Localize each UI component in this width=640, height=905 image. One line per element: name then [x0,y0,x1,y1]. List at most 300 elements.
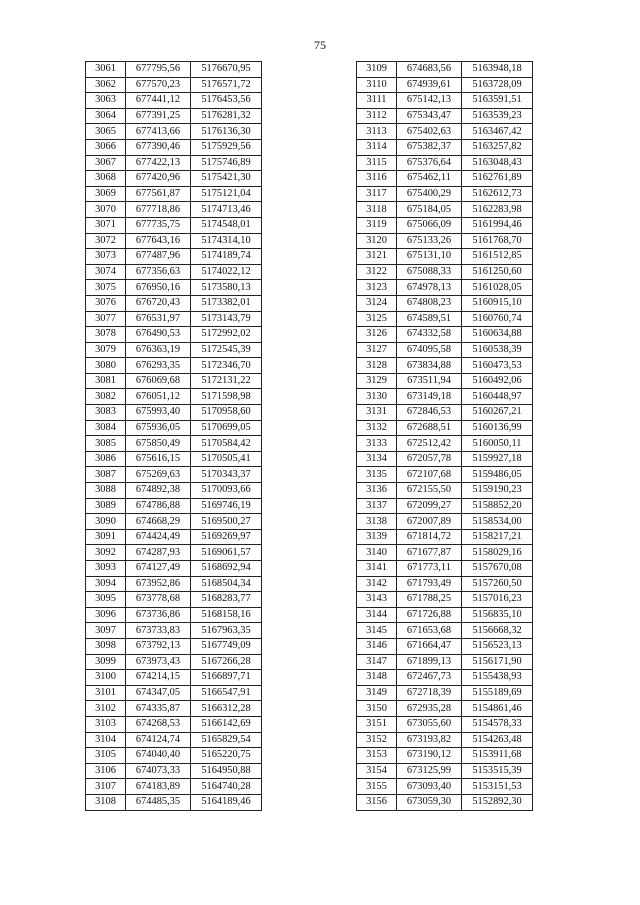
y-coordinate-cell: 5156835,10 [462,607,533,623]
y-coordinate-cell: 5161512,85 [462,249,533,265]
x-coordinate-cell: 672718,39 [397,685,462,701]
y-coordinate-cell: 5157670,08 [462,561,533,577]
y-coordinate-cell: 5172545,39 [191,342,262,358]
x-coordinate-cell: 675142,13 [397,93,462,109]
table-row [357,77,533,93]
point-number-cell: 3085 [86,436,126,452]
table-row [86,436,262,452]
y-coordinate-cell: 5170505,41 [191,451,262,467]
table-row [357,638,533,654]
x-coordinate-cell: 675269,63 [126,467,191,483]
table-row [357,358,533,374]
point-number-cell: 3068 [86,171,126,187]
table-row [86,607,262,623]
x-coordinate-cell: 676069,68 [126,373,191,389]
x-coordinate-cell: 675850,49 [126,436,191,452]
table-row [357,483,533,499]
x-coordinate-cell: 673778,68 [126,592,191,608]
table-row [357,763,533,779]
table-row [357,498,533,514]
table-row [86,763,262,779]
table-row [86,685,262,701]
point-number-cell: 3072 [86,233,126,249]
table-row [357,295,533,311]
y-coordinate-cell: 5174314,10 [191,233,262,249]
x-coordinate-cell: 675184,05 [397,202,462,218]
point-number-cell: 3083 [86,405,126,421]
table-row [86,592,262,608]
x-coordinate-cell: 671664,47 [397,638,462,654]
table-row [86,405,262,421]
x-coordinate-cell: 675936,05 [126,420,191,436]
x-coordinate-cell: 675993,40 [126,405,191,421]
x-coordinate-cell: 672935,28 [397,701,462,717]
y-coordinate-cell: 5163539,23 [462,108,533,124]
point-number-cell: 3088 [86,483,126,499]
point-number-cell: 3078 [86,327,126,343]
point-number-cell: 3105 [86,748,126,764]
table-row [86,389,262,405]
y-coordinate-cell: 5166547,91 [191,685,262,701]
x-coordinate-cell: 671814,72 [397,529,462,545]
y-coordinate-cell: 5167749,09 [191,638,262,654]
x-coordinate-cell: 673792,13 [126,638,191,654]
table-row [86,77,262,93]
y-coordinate-cell: 5169500,27 [191,514,262,530]
point-number-cell: 3106 [86,763,126,779]
point-number-cell: 3108 [86,794,126,810]
x-coordinate-cell: 677356,63 [126,264,191,280]
x-coordinate-cell: 671773,11 [397,561,462,577]
y-coordinate-cell: 5174548,01 [191,217,262,233]
y-coordinate-cell: 5175421,30 [191,171,262,187]
x-coordinate-cell: 677391,25 [126,108,191,124]
table-row [357,389,533,405]
x-coordinate-cell: 675131,10 [397,249,462,265]
y-coordinate-cell: 5158852,20 [462,498,533,514]
table-row [86,561,262,577]
x-coordinate-cell: 673973,43 [126,654,191,670]
y-coordinate-cell: 5156171,90 [462,654,533,670]
point-number-cell: 3145 [357,623,397,639]
point-number-cell: 3112 [357,108,397,124]
x-coordinate-cell: 677643,16 [126,233,191,249]
y-coordinate-cell: 5171598,98 [191,389,262,405]
y-coordinate-cell: 5153911,68 [462,748,533,764]
coordinates-table-left [85,61,262,811]
table-row [357,171,533,187]
point-number-cell: 3125 [357,311,397,327]
y-coordinate-cell: 5174713,46 [191,202,262,218]
y-coordinate-cell: 5158534,00 [462,514,533,530]
x-coordinate-cell: 676051,12 [126,389,191,405]
table-row [357,576,533,592]
y-coordinate-cell: 5159486,05 [462,467,533,483]
x-coordinate-cell: 676531,97 [126,311,191,327]
point-number-cell: 3134 [357,451,397,467]
y-coordinate-cell: 5173143,79 [191,311,262,327]
table-row [86,670,262,686]
y-coordinate-cell: 5160050,11 [462,436,533,452]
point-number-cell: 3104 [86,732,126,748]
table-row [357,794,533,810]
table-row [86,249,262,265]
point-number-cell: 3097 [86,623,126,639]
x-coordinate-cell: 674683,56 [397,62,462,78]
table-row [86,124,262,140]
point-number-cell: 3155 [357,779,397,795]
point-number-cell: 3128 [357,358,397,374]
x-coordinate-cell: 677735,75 [126,217,191,233]
x-coordinate-cell: 675462,11 [397,171,462,187]
y-coordinate-cell: 5162761,89 [462,171,533,187]
table-row [86,514,262,530]
table-row [86,732,262,748]
x-coordinate-cell: 677420,96 [126,171,191,187]
point-number-cell: 3131 [357,405,397,421]
x-coordinate-cell: 677561,87 [126,186,191,202]
table-row [86,576,262,592]
point-number-cell: 3086 [86,451,126,467]
table-row [357,732,533,748]
y-coordinate-cell: 5158029,16 [462,545,533,561]
x-coordinate-cell: 671899,13 [397,654,462,670]
x-coordinate-cell: 673149,18 [397,389,462,405]
point-number-cell: 3150 [357,701,397,717]
point-number-cell: 3063 [86,93,126,109]
y-coordinate-cell: 5160760,74 [462,311,533,327]
table-row [86,202,262,218]
y-coordinate-cell: 5165220,75 [191,748,262,764]
x-coordinate-cell: 674127,49 [126,561,191,577]
x-coordinate-cell: 674073,33 [126,763,191,779]
point-number-cell: 3087 [86,467,126,483]
x-coordinate-cell: 672155,50 [397,483,462,499]
y-coordinate-cell: 5154578,33 [462,716,533,732]
table-row [357,373,533,389]
table-row [86,264,262,280]
y-coordinate-cell: 5170093,66 [191,483,262,499]
table-row [86,311,262,327]
table-row [357,529,533,545]
x-coordinate-cell: 674978,13 [397,280,462,296]
table-row [86,342,262,358]
table-row [357,779,533,795]
point-number-cell: 3098 [86,638,126,654]
y-coordinate-cell: 5158217,21 [462,529,533,545]
point-number-cell: 3111 [357,93,397,109]
table-row [357,311,533,327]
y-coordinate-cell: 5153151,53 [462,779,533,795]
point-number-cell: 3140 [357,545,397,561]
y-coordinate-cell: 5170699,05 [191,420,262,436]
y-coordinate-cell: 5163048,43 [462,155,533,171]
table-row [357,701,533,717]
y-coordinate-cell: 5176281,32 [191,108,262,124]
y-coordinate-cell: 5170343,37 [191,467,262,483]
x-coordinate-cell: 673834,88 [397,358,462,374]
point-number-cell: 3120 [357,233,397,249]
table-row [86,451,262,467]
x-coordinate-cell: 673733,83 [126,623,191,639]
point-number-cell: 3103 [86,716,126,732]
y-coordinate-cell: 5169061,57 [191,545,262,561]
table-row [357,420,533,436]
point-number-cell: 3119 [357,217,397,233]
x-coordinate-cell: 677718,86 [126,202,191,218]
y-coordinate-cell: 5153515,39 [462,763,533,779]
point-number-cell: 3107 [86,779,126,795]
table-row [357,342,533,358]
x-coordinate-cell: 677795,56 [126,62,191,78]
x-coordinate-cell: 673193,82 [397,732,462,748]
point-number-cell: 3118 [357,202,397,218]
x-coordinate-cell: 673055,60 [397,716,462,732]
table-row [86,186,262,202]
point-number-cell: 3130 [357,389,397,405]
point-number-cell: 3129 [357,373,397,389]
y-coordinate-cell: 5170584,42 [191,436,262,452]
y-coordinate-cell: 5174022,12 [191,264,262,280]
table-row [357,545,533,561]
x-coordinate-cell: 676720,43 [126,295,191,311]
table-row [86,623,262,639]
x-coordinate-cell: 677413,66 [126,124,191,140]
table-row [357,670,533,686]
point-number-cell: 3064 [86,108,126,124]
y-coordinate-cell: 5159927,18 [462,451,533,467]
table-row [86,171,262,187]
x-coordinate-cell: 677487,96 [126,249,191,265]
point-number-cell: 3114 [357,139,397,155]
y-coordinate-cell: 5155438,93 [462,670,533,686]
table-row [86,62,262,78]
point-number-cell: 3084 [86,420,126,436]
y-coordinate-cell: 5160492,06 [462,373,533,389]
x-coordinate-cell: 674183,89 [126,779,191,795]
table-row [86,420,262,436]
y-coordinate-cell: 5160634,88 [462,327,533,343]
point-number-cell: 3095 [86,592,126,608]
table-row [86,748,262,764]
table-row [357,62,533,78]
y-coordinate-cell: 5160473,53 [462,358,533,374]
y-coordinate-cell: 5164950,88 [191,763,262,779]
y-coordinate-cell: 5176136,30 [191,124,262,140]
table-row [86,108,262,124]
y-coordinate-cell: 5157016,23 [462,592,533,608]
table-row [86,779,262,795]
y-coordinate-cell: 5172346,70 [191,358,262,374]
table-row [86,217,262,233]
y-coordinate-cell: 5170958,60 [191,405,262,421]
table-row [357,436,533,452]
x-coordinate-cell: 675066,09 [397,217,462,233]
table-row [357,124,533,140]
x-coordinate-cell: 674939,61 [397,77,462,93]
table-row [86,716,262,732]
point-number-cell: 3089 [86,498,126,514]
x-coordinate-cell: 671793,49 [397,576,462,592]
point-number-cell: 3127 [357,342,397,358]
y-coordinate-cell: 5161250,60 [462,264,533,280]
x-coordinate-cell: 675382,37 [397,139,462,155]
point-number-cell: 3132 [357,420,397,436]
point-number-cell: 3143 [357,592,397,608]
y-coordinate-cell: 5162612,73 [462,186,533,202]
point-number-cell: 3136 [357,483,397,499]
table-row [357,748,533,764]
point-number-cell: 3082 [86,389,126,405]
point-number-cell: 3067 [86,155,126,171]
table-row [86,654,262,670]
point-number-cell: 3100 [86,670,126,686]
point-number-cell: 3099 [86,654,126,670]
x-coordinate-cell: 676293,35 [126,358,191,374]
x-coordinate-cell: 671788,25 [397,592,462,608]
point-number-cell: 3094 [86,576,126,592]
y-coordinate-cell: 5152892,30 [462,794,533,810]
table-row [357,561,533,577]
y-coordinate-cell: 5176453,56 [191,93,262,109]
x-coordinate-cell: 677422,13 [126,155,191,171]
x-coordinate-cell: 672688,51 [397,420,462,436]
point-number-cell: 3092 [86,545,126,561]
point-number-cell: 3154 [357,763,397,779]
table-row [357,217,533,233]
point-number-cell: 3091 [86,529,126,545]
point-number-cell: 3121 [357,249,397,265]
point-number-cell: 3117 [357,186,397,202]
x-coordinate-cell: 675376,64 [397,155,462,171]
x-coordinate-cell: 675400,29 [397,186,462,202]
point-number-cell: 3093 [86,561,126,577]
y-coordinate-cell: 5163591,51 [462,93,533,109]
x-coordinate-cell: 676490,53 [126,327,191,343]
table-row [357,327,533,343]
y-coordinate-cell: 5167963,35 [191,623,262,639]
point-number-cell: 3066 [86,139,126,155]
x-coordinate-cell: 676950,16 [126,280,191,296]
x-coordinate-cell: 674485,35 [126,794,191,810]
table-row [86,529,262,545]
point-number-cell: 3080 [86,358,126,374]
x-coordinate-cell: 676363,19 [126,342,191,358]
point-number-cell: 3109 [357,62,397,78]
x-coordinate-cell: 673952,86 [126,576,191,592]
x-coordinate-cell: 673511,94 [397,373,462,389]
point-number-cell: 3073 [86,249,126,265]
y-coordinate-cell: 5160538,39 [462,342,533,358]
table-row [357,155,533,171]
y-coordinate-cell: 5176571,72 [191,77,262,93]
point-number-cell: 3139 [357,529,397,545]
table-row [357,108,533,124]
point-number-cell: 3147 [357,654,397,670]
table-row [86,280,262,296]
x-coordinate-cell: 672107,68 [397,467,462,483]
y-coordinate-cell: 5165829,54 [191,732,262,748]
y-coordinate-cell: 5160267,21 [462,405,533,421]
y-coordinate-cell: 5157260,50 [462,576,533,592]
y-coordinate-cell: 5164189,46 [191,794,262,810]
table-row [86,794,262,810]
point-number-cell: 3123 [357,280,397,296]
x-coordinate-cell: 675343,47 [397,108,462,124]
y-coordinate-cell: 5163467,42 [462,124,533,140]
point-number-cell: 3149 [357,685,397,701]
x-coordinate-cell: 674335,87 [126,701,191,717]
table-row [357,654,533,670]
y-coordinate-cell: 5154263,48 [462,732,533,748]
table-row [357,264,533,280]
point-number-cell: 3065 [86,124,126,140]
point-number-cell: 3135 [357,467,397,483]
x-coordinate-cell: 672512,42 [397,436,462,452]
table-row [357,607,533,623]
point-number-cell: 3074 [86,264,126,280]
y-coordinate-cell: 5173382,01 [191,295,262,311]
x-coordinate-cell: 675616,15 [126,451,191,467]
x-coordinate-cell: 677570,23 [126,77,191,93]
x-coordinate-cell: 672057,78 [397,451,462,467]
point-number-cell: 3152 [357,732,397,748]
y-coordinate-cell: 5169746,19 [191,498,262,514]
y-coordinate-cell: 5174189,74 [191,249,262,265]
x-coordinate-cell: 674095,58 [397,342,462,358]
table-row [357,93,533,109]
point-number-cell: 3156 [357,794,397,810]
x-coordinate-cell: 672007,89 [397,514,462,530]
x-coordinate-cell: 674332,58 [397,327,462,343]
table-row [357,685,533,701]
table-row [86,701,262,717]
x-coordinate-cell: 674424,49 [126,529,191,545]
point-number-cell: 3138 [357,514,397,530]
table-row [357,514,533,530]
y-coordinate-cell: 5168692,94 [191,561,262,577]
y-coordinate-cell: 5176670,95 [191,62,262,78]
table-row [357,202,533,218]
table-row [357,139,533,155]
y-coordinate-cell: 5175929,56 [191,139,262,155]
page-number: 75 [314,38,326,52]
point-number-cell: 3071 [86,217,126,233]
y-coordinate-cell: 5166312,28 [191,701,262,717]
x-coordinate-cell: 673125,99 [397,763,462,779]
y-coordinate-cell: 5161994,46 [462,217,533,233]
y-coordinate-cell: 5163257,82 [462,139,533,155]
y-coordinate-cell: 5169269,97 [191,529,262,545]
x-coordinate-cell: 675133,26 [397,233,462,249]
y-coordinate-cell: 5168158,16 [191,607,262,623]
y-coordinate-cell: 5155189,69 [462,685,533,701]
y-coordinate-cell: 5173580,13 [191,280,262,296]
y-coordinate-cell: 5160448,97 [462,389,533,405]
point-number-cell: 3126 [357,327,397,343]
point-number-cell: 3076 [86,295,126,311]
y-coordinate-cell: 5164740,28 [191,779,262,795]
x-coordinate-cell: 674786,88 [126,498,191,514]
point-number-cell: 3153 [357,748,397,764]
x-coordinate-cell: 671726,88 [397,607,462,623]
table-row [357,451,533,467]
table-row [86,295,262,311]
point-number-cell: 3133 [357,436,397,452]
point-number-cell: 3110 [357,77,397,93]
point-number-cell: 3062 [86,77,126,93]
table-row [357,405,533,421]
